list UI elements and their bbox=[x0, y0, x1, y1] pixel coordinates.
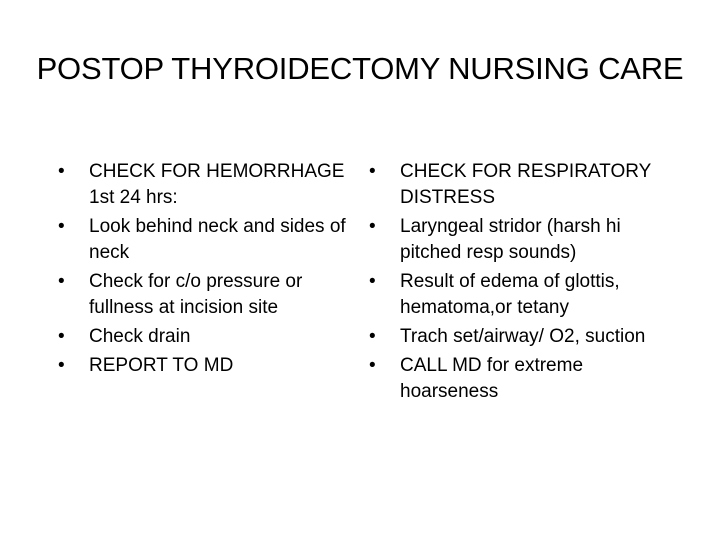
bullet-icon: • bbox=[58, 216, 65, 237]
list-item bbox=[58, 324, 358, 350]
bullet-icon: • bbox=[369, 355, 376, 376]
bullet-icon: • bbox=[369, 216, 376, 237]
list-item bbox=[58, 353, 358, 379]
list-item-text: Look behind neck and sides of neck bbox=[89, 216, 346, 263]
list-item bbox=[58, 214, 358, 266]
bullet-icon: • bbox=[58, 161, 65, 182]
bullet-icon: • bbox=[58, 355, 65, 376]
bullet-icon: • bbox=[58, 271, 65, 292]
list-item-text: Laryngeal stridor (harsh hi pitched resp sounds) bbox=[400, 216, 621, 263]
list-item bbox=[369, 269, 669, 321]
slide-title: POSTOP THYROIDECTOMY NURSING CARE bbox=[36, 51, 684, 86]
bullet-icon: • bbox=[369, 161, 376, 182]
list-item bbox=[369, 214, 669, 266]
left-bullet-list bbox=[58, 159, 358, 382]
list-item-text: REPORT TO MD bbox=[89, 355, 234, 376]
list-item bbox=[369, 159, 669, 211]
list-item bbox=[58, 269, 358, 321]
list-item-text: CALL MD for extreme hoarseness bbox=[400, 355, 584, 402]
list-item bbox=[58, 159, 358, 211]
list-item-text: Result of edema of glottis, hematoma,or tetany bbox=[400, 271, 620, 318]
list-item-text: CHECK FOR RESPIRATORY DISTRESS bbox=[400, 161, 651, 208]
bullet-icon: • bbox=[369, 326, 376, 347]
right-bullet-list bbox=[369, 159, 669, 408]
bullet-icon: • bbox=[58, 326, 65, 347]
list-item-text: Check drain bbox=[89, 326, 191, 347]
bullet-icon: • bbox=[369, 271, 376, 292]
list-item bbox=[369, 353, 669, 405]
list-item-text: Trach set/airway/ O2, suction bbox=[400, 326, 646, 347]
list-item-text: Check for c/o pressure or fullness at incision site bbox=[89, 271, 303, 318]
list-item bbox=[369, 324, 669, 350]
list-item-text: CHECK FOR HEMORRHAGE 1st 24 hrs: bbox=[89, 161, 345, 208]
